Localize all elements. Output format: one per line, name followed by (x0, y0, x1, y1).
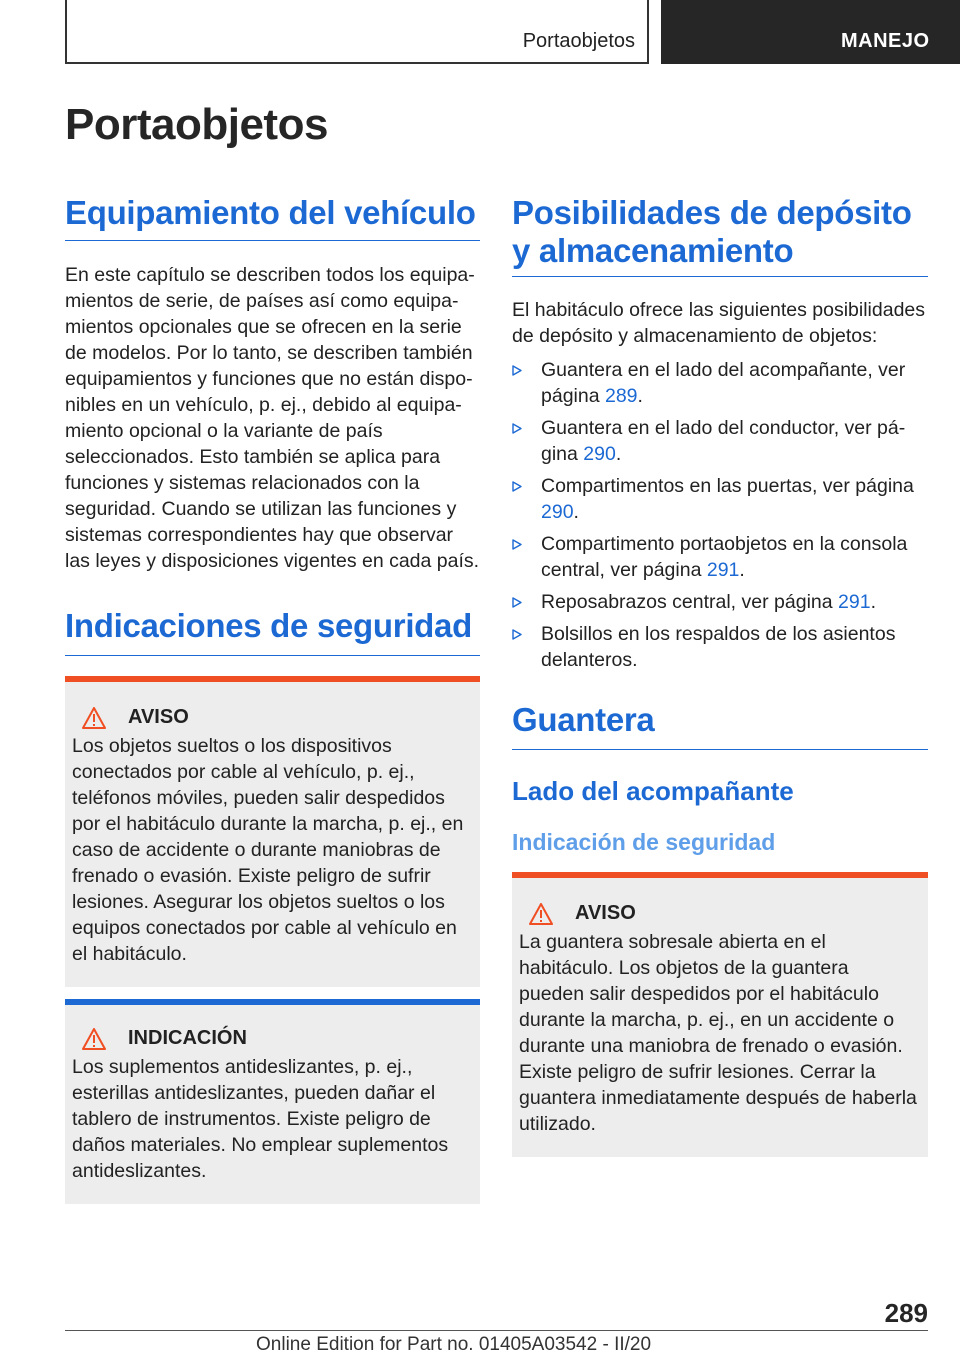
header-chapter-tab (661, 0, 960, 64)
glovebox-heading-rule (512, 749, 928, 750)
warning-triangle-icon (529, 903, 553, 925)
storage-list (512, 357, 928, 673)
right-column (512, 190, 928, 1157)
passenger-side-heading: Lado del acompañante (512, 776, 794, 806)
storage-list-item (512, 589, 928, 615)
safety-heading-rule (65, 655, 480, 656)
note-box-antislip (65, 999, 480, 1204)
triangle-bullet-icon (512, 365, 522, 376)
triangle-bullet-icon (512, 423, 522, 434)
storage-list-item (512, 531, 928, 583)
page-reference-link[interactable]: 291 (706, 559, 740, 581)
footer-edition: Online Edition for Part no. 01405A03542 - II/20 (256, 1334, 652, 1355)
warning-text: La guantera sobresale abierta en el habitáculo. Los objetos de la guantera pueden salir despedidos por el habitáculo durante la marcha, p. ej., en un accidente o durante una maniobra de frenado o evasión. Existe peligro de sufrir lesiones. Cerrar la guantera inmediatamente después de haberla utilizado. (519, 931, 917, 1135)
storage-list-item (512, 415, 928, 467)
page-reference-link[interactable]: 290 (583, 443, 616, 465)
header-section-label: Portaobjetos (522, 30, 635, 52)
header-section-tab (65, 0, 649, 64)
storage-item-end: . (739, 559, 745, 581)
warning-box-glovebox (512, 872, 928, 1157)
storage-item-text: Compartimentos en las puertas, ver página (541, 475, 914, 497)
storage-item-text: Guantera en el lado del acompañante, ver página (541, 359, 906, 407)
storage-item-end: . (637, 385, 643, 407)
page-reference-link[interactable]: 290 (541, 501, 574, 523)
equipment-paragraph: En este capítulo se describen todos los equipamientos de serie, de países así como equipamientos opcionales que se ofrecen en la serie de modelos. Por lo tanto, se describen también equipamientos y funciones que no están disponibles en un vehículo, p. ej., debido al equipamiento opcional o la variante de país seleccionados. Esto también se aplica para funciones y sistemas relacionados con la seguridad. Cuando se utilizan las funciones y sistemas correspondientes hay que observar las leyes y disposiciones vigentes en cada país. (65, 264, 480, 572)
storage-item-text: Guantera en el lado del conductor, ver página (541, 417, 906, 465)
storage-list-item (512, 473, 928, 525)
warning-box-objects (65, 676, 480, 987)
storage-item-text: Reposabrazos central, ver página (541, 591, 839, 613)
warning-text: Los objetos sueltos o los dispositivos conectados por cable al vehículo, p. ej., teléfonos móviles, pueden salir despedidos por el habitáculo durante la marcha, p. ej., en caso de accidente o durante maniobras de frenado o evasión. Existe peligro de sufrir lesiones. Asegurar los objetos sueltos o los equipos conectados por cable al vehículo en el habitáculo. (72, 735, 464, 965)
warning-title: AVISO (128, 706, 189, 728)
page-number: 289 (884, 1298, 928, 1328)
page-title: Portaobjetos (65, 100, 328, 149)
storage-list-item (512, 357, 928, 409)
storage-heading: Posibilidades de depósito y almacenamiento (512, 194, 912, 269)
footer-rule (65, 1330, 928, 1331)
page-reference-link[interactable]: 291 (838, 591, 871, 613)
storage-intro: El habitáculo ofrece las siguientes posibilidades de depósito y almacenamiento de objetos: (512, 299, 926, 347)
note-text: Los suplementos antideslizantes, p. ej., esterillas antideslizantes, pueden dañar el tablero de instrumentos. Existe peligro de daños materiales. No emplear suplementos antideslizantes. (72, 1056, 449, 1182)
storage-item-end: . (573, 501, 579, 523)
glovebox-heading: Guantera (512, 701, 655, 738)
warning-title: AVISO (575, 902, 636, 924)
storage-item-end: . (870, 591, 876, 613)
storage-item-end: . (615, 443, 622, 465)
storage-heading-rule (512, 276, 928, 277)
triangle-bullet-icon (512, 597, 522, 608)
page-reference-link[interactable]: 289 (604, 385, 638, 407)
left-column (65, 190, 480, 1204)
safety-heading: Indicaciones de seguridad (65, 607, 472, 644)
safety-subheading: Indicación de seguridad (512, 829, 776, 855)
storage-list-item (512, 621, 928, 673)
warning-triangle-icon (82, 707, 106, 729)
equipment-heading: Equipamiento del vehículo (65, 194, 476, 231)
equipment-heading-rule (65, 240, 480, 241)
header-chapter-label: MANEJO (841, 30, 930, 52)
triangle-bullet-icon (512, 539, 522, 550)
triangle-bullet-icon (512, 481, 522, 492)
warning-triangle-icon (82, 1028, 106, 1050)
storage-item-text: Bolsillos en los respaldos de los asientos delanteros. (541, 623, 896, 671)
triangle-bullet-icon (512, 629, 522, 640)
storage-item-text: Compartimento portaobjetos en la consola central, ver página (541, 533, 908, 581)
note-title: INDICACIÓN (128, 1027, 247, 1049)
